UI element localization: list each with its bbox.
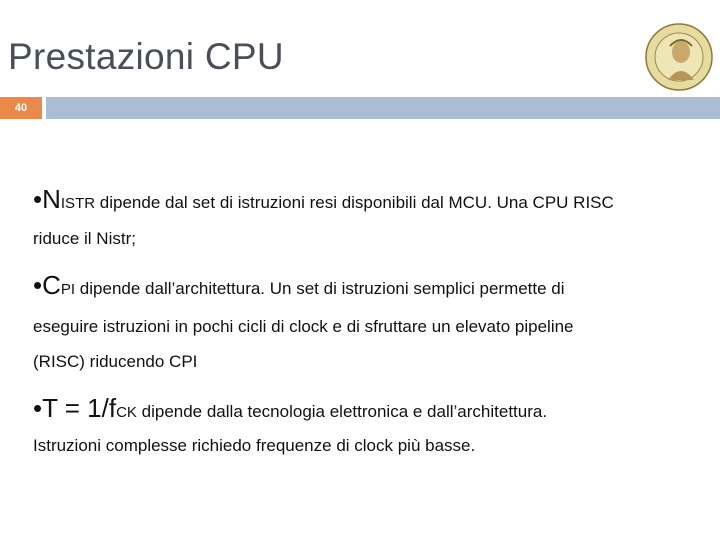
bullet-1 xyxy=(33,184,614,215)
bullet-2-continuation-2: (RISC) riducendo CPI xyxy=(33,352,198,371)
bullet-1-continuation: riduce il Nistr; xyxy=(33,229,136,248)
bullet-2-text: dipende dall’architettura. Un set di istruzioni semplici permette di xyxy=(75,279,565,298)
bullet-3 xyxy=(33,393,547,424)
bullet-marker: • xyxy=(33,270,43,300)
bullet-3-text: dipende dalla tecnologia elettronica e dall’architettura. xyxy=(136,402,548,421)
bullet-marker: • xyxy=(33,184,43,214)
bullet-marker: • xyxy=(33,393,43,423)
bullet-2-continuation-1: eseguire istruzioni in pochi cicli di clock e di sfruttare un elevato pipeline xyxy=(33,317,574,336)
bullet-2 xyxy=(33,270,565,301)
bullet-2-lead: C xyxy=(42,270,61,300)
bullet-2-subscript: PI xyxy=(60,281,76,298)
bullet-1-text: dipende dal set di istruzioni resi disponibili dal MCU. Una CPU RISC xyxy=(95,193,614,212)
bullet-3-subscript: CK xyxy=(116,404,137,421)
university-seal-icon xyxy=(644,22,714,92)
bullet-3-continuation: Istruzioni complesse richiedo frequenze di clock più basse. xyxy=(33,436,476,455)
slide-number: 40 xyxy=(0,97,42,119)
page-title: Prestazioni CPU xyxy=(8,36,284,77)
bullet-1-lead: N xyxy=(42,184,61,214)
header-bar xyxy=(46,97,720,119)
bullet-1-subscript: ISTR xyxy=(60,195,96,212)
bullet-3-lead: T = 1/f xyxy=(42,393,117,423)
